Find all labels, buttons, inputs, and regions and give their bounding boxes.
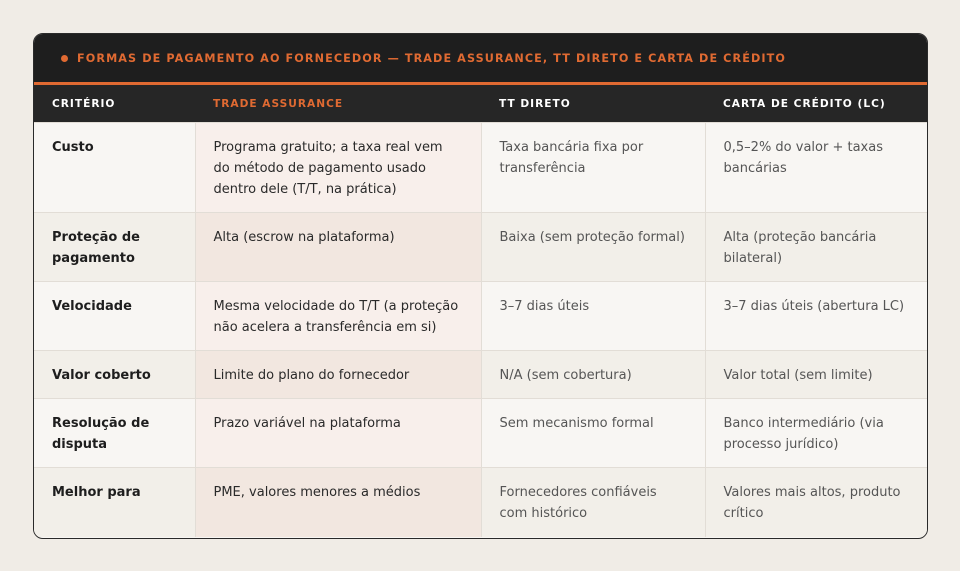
trade-assurance-cell: Programa gratuito; a taxa real vem do método de pagamento usado dentro dele (T/T, na prática) (195, 123, 481, 213)
comparison-table (34, 85, 927, 537)
table-row (34, 213, 927, 282)
tt-direto-cell: N/A (sem cobertura) (481, 351, 705, 399)
criterion-cell: Velocidade (34, 282, 195, 351)
tt-direto-cell: Taxa bancária fixa por transferência (481, 123, 705, 213)
tt-direto-cell: Fornecedores confiáveis com histórico (481, 468, 705, 537)
carta-de-credito-cell: 0,5–2% do valor + taxas bancárias (705, 123, 927, 213)
header-carta-de-credito: CARTA DE CRÉDITO (LC) (705, 85, 927, 123)
tt-direto-cell: Baixa (sem proteção formal) (481, 213, 705, 282)
table-row (34, 123, 927, 213)
trade-assurance-cell: PME, valores menores a médios (195, 468, 481, 537)
carta-de-credito-cell: Banco intermediário (via processo jurídico) (705, 399, 927, 468)
table-banner (34, 34, 927, 85)
table-row (34, 399, 927, 468)
tt-direto-cell: Sem mecanismo formal (481, 399, 705, 468)
trade-assurance-cell: Prazo variável na plataforma (195, 399, 481, 468)
table-row (34, 351, 927, 399)
comparison-card (33, 33, 928, 539)
criterion-cell: Valor coberto (34, 351, 195, 399)
header-row (34, 85, 927, 123)
carta-de-credito-cell: Alta (proteção bancária bilateral) (705, 213, 927, 282)
criterion-cell: Resolução de disputa (34, 399, 195, 468)
criterion-cell: Custo (34, 123, 195, 213)
carta-de-credito-cell: Valores mais altos, produto crítico (705, 468, 927, 537)
trade-assurance-cell: Mesma velocidade do T/T (a proteção não acelera a transferência em si) (195, 282, 481, 351)
header-tt-direto: TT DIRETO (481, 85, 705, 123)
criterion-cell: Melhor para (34, 468, 195, 537)
trade-assurance-cell: Limite do plano do fornecedor (195, 351, 481, 399)
bullet-dot-icon (61, 55, 68, 62)
table-row (34, 282, 927, 351)
criterion-cell: Proteção de pagamento (34, 213, 195, 282)
table-row (34, 468, 927, 537)
table-title: FORMAS DE PAGAMENTO AO FORNECEDOR — TRADE ASSURANCE, TT DIRETO E CARTA DE CRÉDITO (77, 51, 786, 65)
trade-assurance-cell: Alta (escrow na plataforma) (195, 213, 481, 282)
header-trade-assurance: TRADE ASSURANCE (195, 85, 481, 123)
carta-de-credito-cell: 3–7 dias úteis (abertura LC) (705, 282, 927, 351)
tt-direto-cell: 3–7 dias úteis (481, 282, 705, 351)
header-criterio: CRITÉRIO (34, 85, 195, 123)
carta-de-credito-cell: Valor total (sem limite) (705, 351, 927, 399)
